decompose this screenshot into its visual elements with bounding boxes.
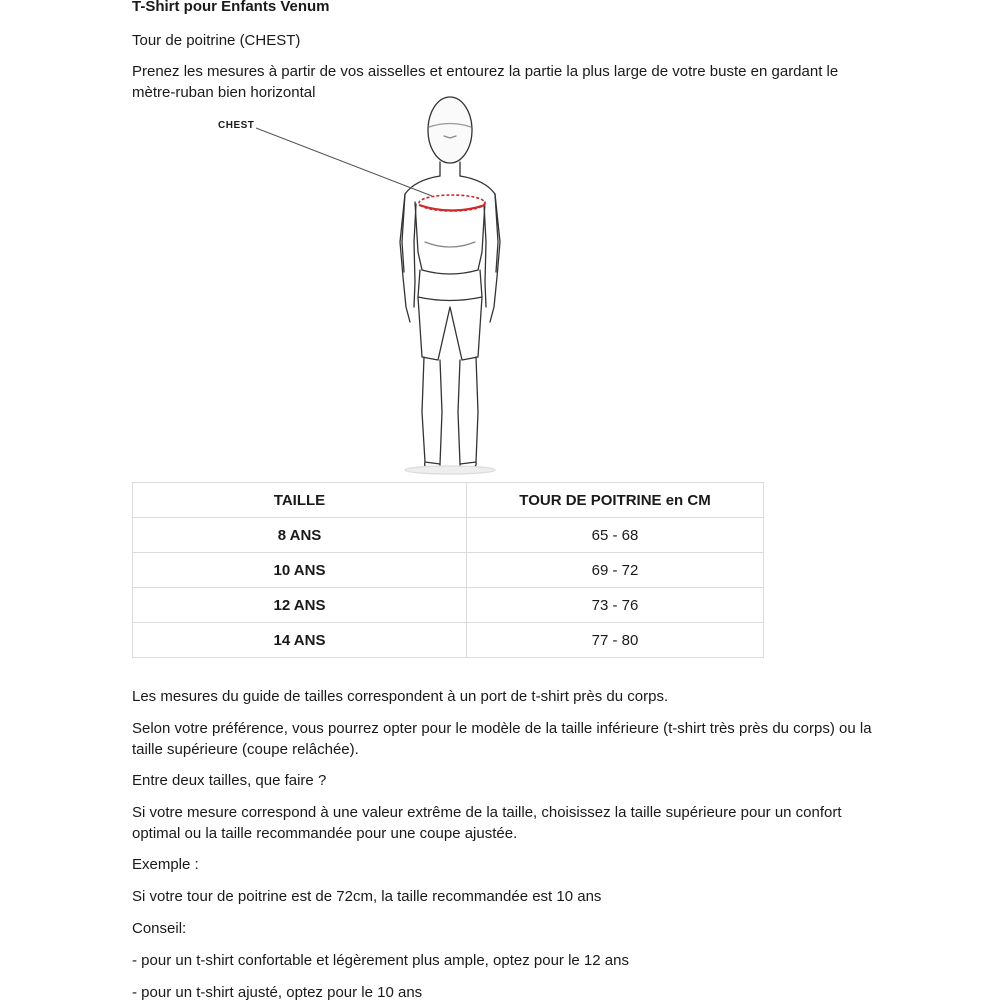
section-heading: Tour de poitrine (CHEST) xyxy=(132,32,301,49)
example-text: Si votre tour de poitrine est de 72cm, la taille recommandée est 10 ans xyxy=(132,888,602,905)
table-row xyxy=(133,518,764,553)
chest-cell: 65 - 68 xyxy=(467,518,764,553)
size-cell: 14 ANS xyxy=(133,623,467,658)
advice-heading: Conseil: xyxy=(132,920,187,937)
between-sizes-text: Si votre mesure correspond à une valeur extrême de la taille, choisissez la taille supérieure pour un confort optimal ou la taille recommandée pour une coupe ajustée. xyxy=(132,804,842,842)
fit-note: Les mesures du guide de tailles correspondent à un port de t-shirt près du corps. xyxy=(132,688,669,705)
table-row xyxy=(133,588,764,623)
table-row xyxy=(133,553,764,588)
header-chest: TOUR DE POITRINE en CM xyxy=(467,483,764,518)
table-header-row xyxy=(133,483,764,518)
instructions-text: Prenez les mesures à partir de vos aisselles et entourez la partie la plus large de votre buste en gardant le mètre-ruban bien horizontal xyxy=(132,63,839,101)
size-cell: 12 ANS xyxy=(133,588,467,623)
preference-note: Selon votre préférence, vous pourrez opter pour le modèle de la taille inférieure (t-shirt très près du corps) ou la taille supérieure (coupe relâchée). xyxy=(132,720,872,758)
advice-fitted: - pour un t-shirt ajusté, optez pour le 10 ans xyxy=(132,984,423,1001)
child-chest-measurement-figure xyxy=(200,92,520,482)
size-cell: 8 ANS xyxy=(133,518,467,553)
chest-cell: 73 - 76 xyxy=(467,588,764,623)
child-body-illustration xyxy=(200,92,520,482)
chest-cell: 69 - 72 xyxy=(467,553,764,588)
between-sizes-heading: Entre deux tailles, que faire ? xyxy=(132,772,327,789)
size-chart-table xyxy=(132,482,764,658)
table-row xyxy=(133,623,764,658)
page-title: T-Shirt pour Enfants Venum xyxy=(132,0,330,15)
advice-comfortable: - pour un t-shirt confortable et légèrement plus ample, optez pour le 12 ans xyxy=(132,952,629,969)
size-cell: 10 ANS xyxy=(133,553,467,588)
header-size: TAILLE xyxy=(133,483,467,518)
chest-cell: 77 - 80 xyxy=(467,623,764,658)
example-heading: Exemple : xyxy=(132,856,199,873)
chest-label: CHEST xyxy=(218,120,255,131)
